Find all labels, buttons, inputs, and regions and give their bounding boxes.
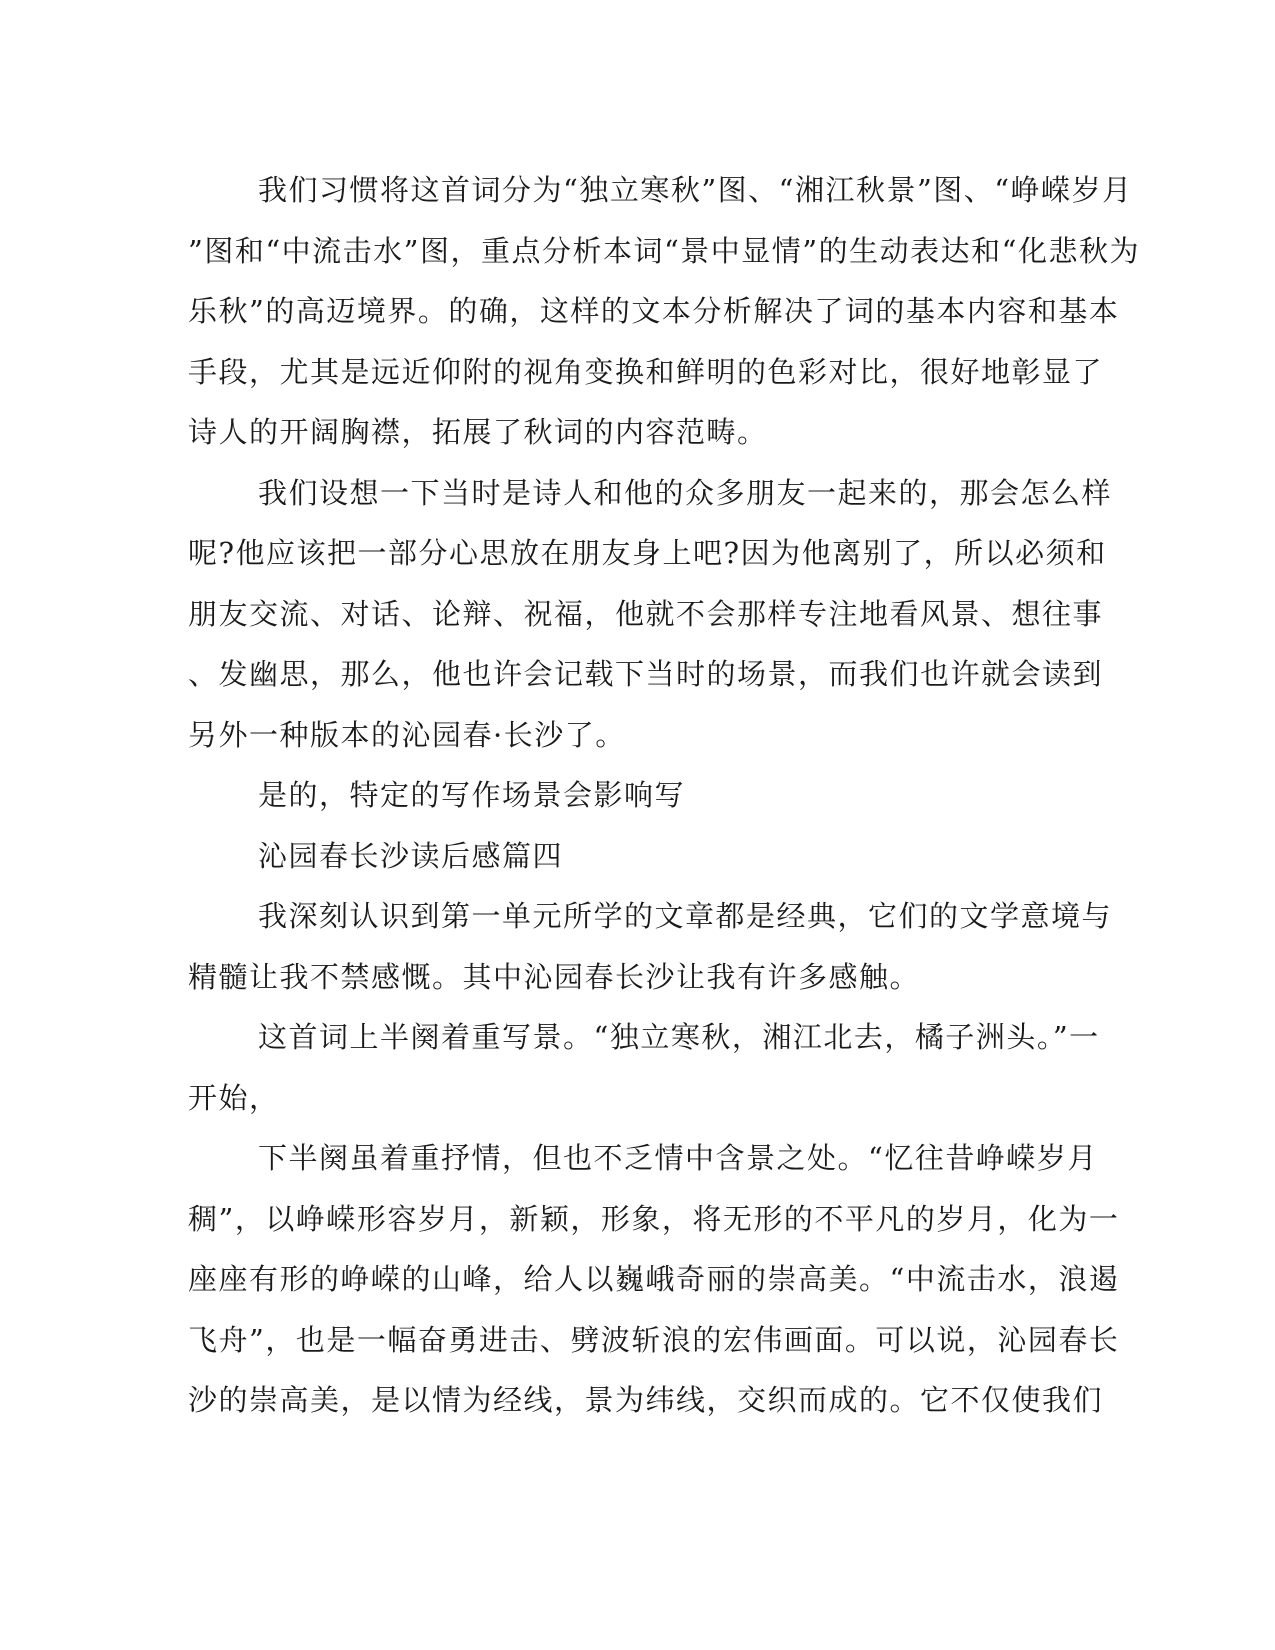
- text-line: 朋友交流、对话、论辩、祝福，他就不会那样专注地看风景、想往事: [188, 596, 1104, 631]
- text-line: 沙的崇高美，是以情为经线，景为纬线，交织而成的。它不仅使我们: [188, 1383, 1104, 1417]
- text-line: 座座有形的峥嵘的山峰，给人以巍峨奇丽的崇高美。“中流击水，浪遏: [188, 1262, 1120, 1296]
- text-line: 飞舟”，也是一幅奋勇进击、劈波斩浪的宏伟画面。可以说，沁园春长: [188, 1322, 1120, 1357]
- text-line: 、发幽思，那么，他也许会记载下当时的场景，而我们也许就会读到: [188, 657, 1104, 691]
- text-line: 呢?他应该把一部分心思放在朋友身上吧?因为他离别了，所以必须和: [188, 536, 1107, 570]
- text-line: 诗人的开阔胸襟，拓展了秋词的内容范畴。: [188, 415, 768, 449]
- text-line: 精髓让我不禁感慨。其中沁园春长沙让我有许多感触。: [188, 959, 921, 994]
- text-line: 手段，尤其是远近仰附的视角变换和鲜明的色彩对比，很好地彰显了: [188, 354, 1104, 389]
- section-heading: 沁园春长沙读后感篇四: [258, 838, 564, 873]
- text-line: 我们习惯将这首词分为“独立寒秋”图、“湘江秋景”图、“峥嵘岁月: [258, 173, 1133, 207]
- text-line: 这首词上半阕着重写景。“独立寒秋，湘江北去，橘子洲头。”一: [258, 1020, 1100, 1054]
- text-line: 稠”，以峥嵘形容岁月，新颖，形象，将无形的不平凡的岁月，化为一: [188, 1201, 1120, 1236]
- text-line: 我们设想一下当时是诗人和他的众多朋友一起来的，那会怎么样: [258, 475, 1113, 510]
- text-line: 乐秋”的高迈境界。的确，这样的文本分析解决了词的基本内容和基本: [188, 294, 1120, 328]
- text-line: 是的，特定的写作场景会影响写: [258, 778, 686, 812]
- text-line: 我深刻认识到第一单元所学的文章都是经典，它们的文学意境与: [258, 899, 1113, 933]
- text-line: 另外一种版本的沁园春·长沙了。: [188, 717, 626, 752]
- text-line: ”图和“中流击水”图，重点分析本词“景中显情”的生动表达和“化悲秋为: [188, 233, 1140, 268]
- document-body: [188, 160, 1140, 1431]
- text-line: 开始，: [188, 1080, 280, 1115]
- text-line: 下半阕虽着重抒情，但也不乏情中含景之处。“忆往昔峥嵘岁月: [258, 1141, 1098, 1175]
